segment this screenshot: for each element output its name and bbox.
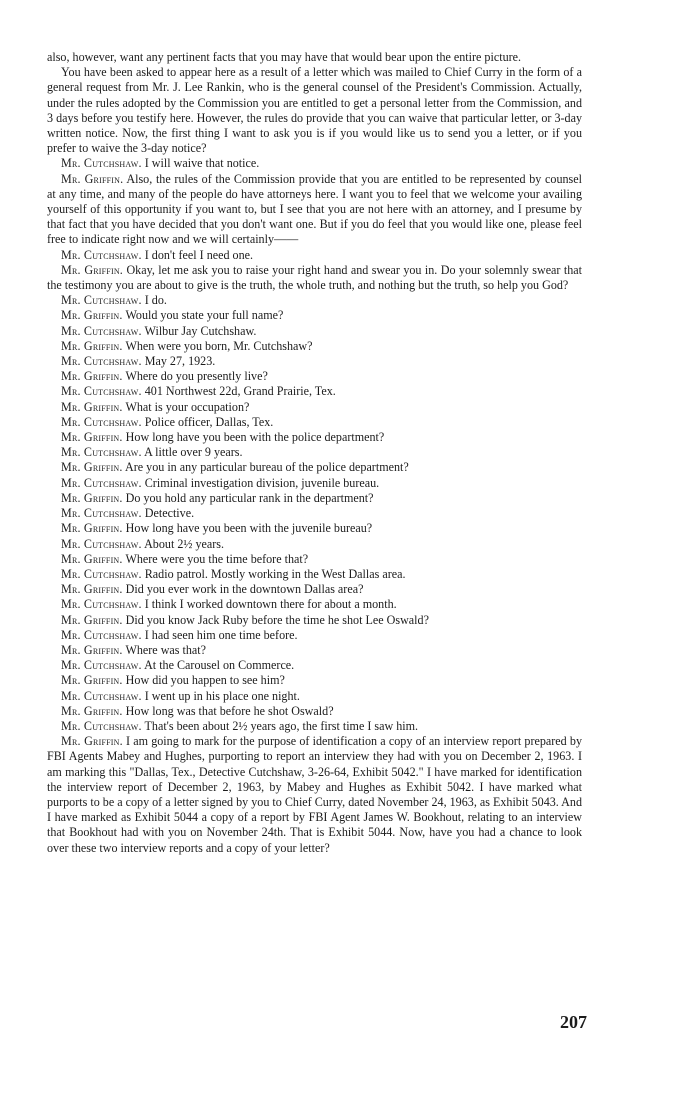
testimony-line (47, 506, 582, 521)
speaker-name: Mr. Cutchshaw. (61, 627, 142, 642)
testimony-line (47, 430, 582, 445)
testimony-line (47, 628, 582, 643)
testimony-line (47, 582, 582, 597)
testimony-text: What is your occupation? (122, 399, 250, 414)
testimony-line (47, 354, 582, 369)
testimony-text: Did you ever work in the downtown Dallas area? (122, 582, 364, 597)
speaker-name: Mr. Griffin. (61, 308, 123, 323)
testimony-line (47, 613, 582, 628)
testimony-text: Police officer, Dallas, Tex. (141, 414, 274, 429)
speaker-name: Mr. Cutchshaw. (61, 384, 142, 399)
testimony-text: Criminal investigation division, juvenile bureau. (141, 475, 380, 490)
testimony-text: I will waive that notice. (141, 156, 260, 171)
testimony-line (47, 689, 582, 704)
testimony-text: Where was that? (122, 642, 207, 657)
testimony-text: Where do you presently live? (122, 369, 268, 384)
speaker-name: Mr. Cutchshaw. (61, 414, 142, 429)
testimony-text: Wilbur Jay Cutchshaw. (141, 323, 257, 338)
testimony-line (47, 400, 582, 415)
speaker-name: Mr. Griffin. (61, 369, 123, 384)
testimony-line (47, 673, 582, 688)
testimony-line (47, 339, 582, 354)
speaker-name: Mr. Cutchshaw. (61, 475, 142, 490)
testimony-line (47, 293, 582, 308)
speaker-name: Mr. Cutchshaw. (61, 323, 142, 338)
speaker-name: Mr. Cutchshaw. (61, 658, 142, 673)
testimony-text: I am going to mark for the purpose of identification a copy of an interview report prepared by FBI Agents Mabey and Hughes, purporting to report an interview they had with you on December 2, 1963. I am marking this "Dallas, Tex., Detective Cutchshaw, 3-26-64, Exhibit 5042." I have marked for identification the interview report of December 2, 1963, by Mabey and Hughes as Exhibit 5042. I have marked what purports to be a copy of a letter signed by you to Chief Curry, dated November 24, 1963, as Exhibit 5043. And I have marked as Exhibit 5044 a copy of a report by FBI Agent James W. Bookhout, relating to an interview that Bookhout had with you on November 24th. That is Exhibit 5044. Now, have you had a chance to look over these two interview reports and a copy of your letter? (47, 734, 582, 855)
paragraph-text: You have been asked to appear here as a result of a letter which was mailed to Chief Curry in the form of a general request from Mr. J. Lee Rankin, who is the general counsel of the President's Commission. Actually, under the rules adopted by the Commission you are entitled to get a personal letter from the Commission, and 3 days before you testify here. However, the rules do provide that you can waive that particular letter, or 3-day written notice. Now, the first thing I want to ask you is if you would like us to send you a letter, or if you prefer to waive the 3-day notice? (47, 65, 582, 156)
speaker-name: Mr. Griffin. (61, 521, 123, 536)
testimony-line (47, 643, 582, 658)
speaker-name: Mr. Cutchshaw. (61, 354, 142, 369)
speaker-name: Mr. Cutchshaw. (61, 688, 142, 703)
speaker-name: Mr. Griffin. (61, 734, 123, 749)
testimony-text: Where were you the time before that? (122, 551, 309, 566)
paragraph (47, 65, 582, 156)
paragraph (47, 50, 582, 65)
testimony-line (47, 658, 582, 673)
testimony-text: About 2½ years. (141, 536, 225, 551)
testimony-text: That's been about 2½ years ago, the first time I saw him. (141, 718, 419, 733)
speaker-name: Mr. Griffin. (61, 490, 123, 505)
document-page (47, 50, 582, 856)
paragraph-text: also, however, want any pertinent facts that you may have that would bear upon the entire picture. (47, 50, 522, 64)
speaker-name: Mr. Cutchshaw. (61, 597, 142, 612)
testimony-line (47, 552, 582, 567)
testimony-text: Are you in any particular bureau of the police department? (122, 460, 409, 475)
testimony-line (47, 491, 582, 506)
speaker-name: Mr. Griffin. (61, 642, 123, 657)
speaker-name: Mr. Griffin. (61, 703, 123, 718)
testimony-text: I do. (141, 293, 167, 308)
speaker-name: Mr. Griffin. (61, 399, 123, 414)
speaker-name: Mr. Cutchshaw. (61, 718, 142, 733)
testimony-text: Detective. (141, 506, 195, 521)
testimony-text: How did you happen to see him? (122, 673, 285, 688)
testimony-text: How long was that before he shot Oswald? (122, 703, 334, 718)
testimony-text: I went up in his place one night. (141, 688, 300, 703)
testimony-text: I think I worked downtown there for about a month. (141, 597, 397, 612)
testimony-text: Also, the rules of the Commission provide that you are entitled to be represented by counsel at any time, and many of the people do have attorneys here. I want you to feel that we welcome your availing yourself of this opportunity if you want to, but I see that you are not here with an attorney, and I presume by that fact that you have decided that you don't want one. But if you do feel that you would like one, please feel free to indicate right now and we will certainly—— (47, 171, 582, 247)
testimony-text: Do you hold any particular rank in the department? (122, 490, 374, 505)
speaker-name: Mr. Cutchshaw. (61, 247, 142, 262)
testimony-line (47, 445, 582, 460)
testimony-text: I had seen him one time before. (141, 627, 298, 642)
testimony-line (47, 324, 582, 339)
speaker-name: Mr. Cutchshaw. (61, 293, 142, 308)
speaker-name: Mr. Cutchshaw. (61, 506, 142, 521)
testimony-text: How long have you been with the juvenile bureau? (122, 521, 373, 536)
testimony-line (47, 521, 582, 536)
testimony-line (47, 597, 582, 612)
speaker-name: Mr. Griffin. (61, 551, 123, 566)
testimony-text: Radio patrol. Mostly working in the West Dallas area. (141, 566, 406, 581)
testimony-line (47, 567, 582, 582)
testimony-line (47, 476, 582, 491)
testimony-line (47, 248, 582, 263)
testimony-line (47, 719, 582, 734)
testimony-text: Okay, let me ask you to raise your right hand and swear you in. Do your solemnly swear that the testimony you are about to give is the truth, the whole truth, and nothing but the truth, so help you God? (47, 262, 582, 293)
speaker-name: Mr. Griffin. (61, 430, 123, 445)
speaker-name: Mr. Cutchshaw. (61, 445, 142, 460)
speaker-name: Mr. Cutchshaw. (61, 536, 142, 551)
testimony-text: May 27, 1923. (141, 354, 216, 369)
testimony-line (47, 384, 582, 399)
testimony-line (47, 734, 582, 856)
testimony-line (47, 460, 582, 475)
testimony-line (47, 263, 582, 293)
speaker-name: Mr. Cutchshaw. (61, 566, 142, 581)
speaker-name: Mr. Griffin. (61, 582, 123, 597)
testimony-text: Would you state your full name? (122, 308, 284, 323)
testimony-line (47, 537, 582, 552)
testimony-text: I don't feel I need one. (141, 247, 254, 262)
testimony-line (47, 172, 582, 248)
speaker-name: Mr. Griffin. (61, 262, 124, 277)
testimony-text: When were you born, Mr. Cutchshaw? (122, 338, 313, 353)
speaker-name: Mr. Griffin. (61, 460, 123, 475)
testimony-text: How long have you been with the police department? (122, 430, 385, 445)
testimony-text: 401 Northwest 22d, Grand Prairie, Tex. (141, 384, 336, 399)
speaker-name: Mr. Cutchshaw. (61, 156, 142, 171)
testimony-text: At the Carousel on Commerce. (141, 658, 295, 673)
speaker-name: Mr. Griffin. (61, 338, 123, 353)
page-number: 207 (560, 1012, 587, 1032)
speaker-name: Mr. Griffin. (61, 171, 124, 186)
testimony-line (47, 369, 582, 384)
testimony-text: Did you know Jack Ruby before the time he shot Lee Oswald? (122, 612, 429, 627)
testimony-line (47, 704, 582, 719)
testimony-line (47, 156, 582, 171)
testimony-text: A little over 9 years. (141, 445, 243, 460)
testimony-line (47, 308, 582, 323)
speaker-name: Mr. Griffin. (61, 673, 123, 688)
testimony-line (47, 415, 582, 430)
speaker-name: Mr. Griffin. (61, 612, 123, 627)
